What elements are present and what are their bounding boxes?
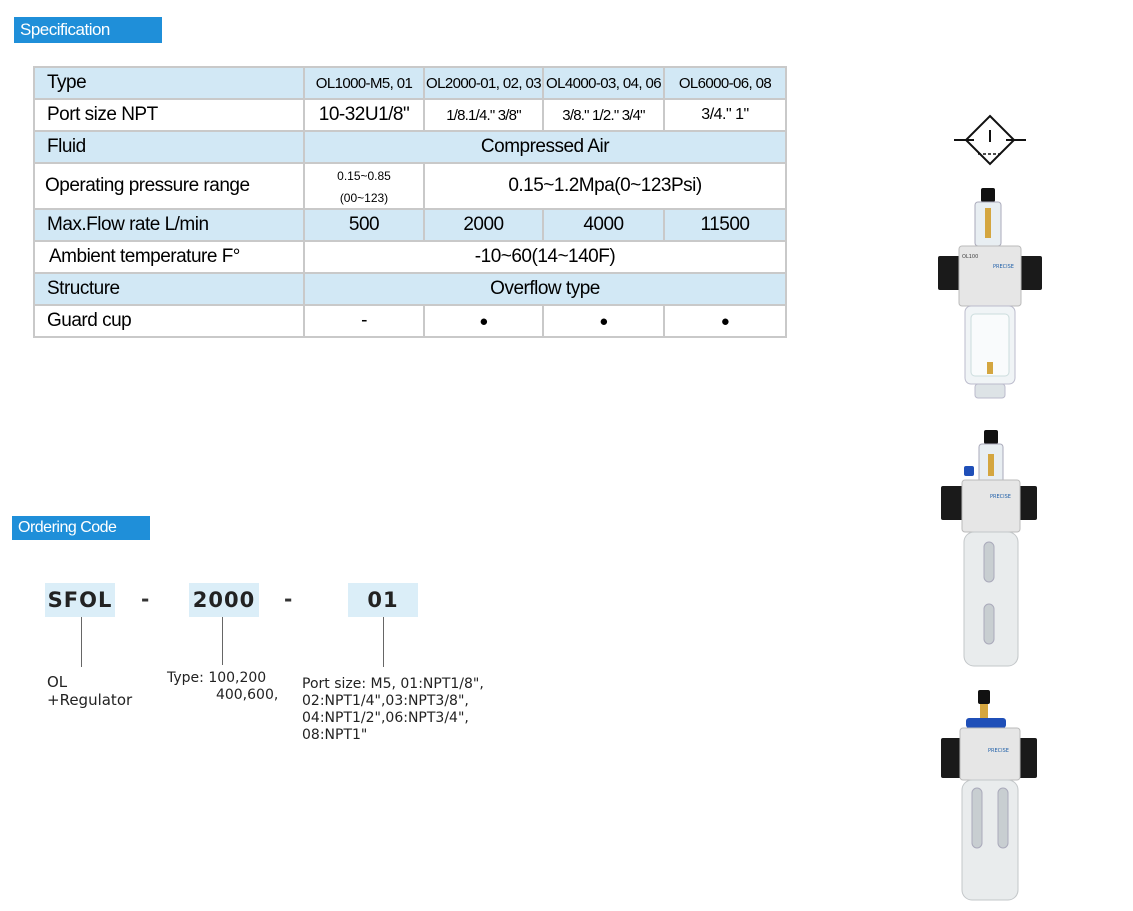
table-row [34, 241, 786, 273]
table-cell: 11500 [664, 209, 786, 241]
table-cell: OL2000-01, 02, 03 [424, 67, 543, 99]
row-label: Fluid [34, 131, 304, 163]
leader-line [383, 617, 384, 667]
ordering-code-heading: Ordering Code [12, 516, 150, 540]
table-cell: Overflow type [304, 273, 786, 305]
table-cell: Compressed Air [304, 131, 786, 163]
row-label: Ambient temperature F° [34, 241, 304, 273]
svg-text:PRECISE: PRECISE [993, 264, 1014, 270]
table-cell: 3/8." 1/2." 3/4" [543, 99, 664, 131]
table-cell: 2000 [424, 209, 543, 241]
table-row [34, 163, 786, 209]
lubricator-symbol-icon [950, 108, 1030, 178]
series-description: OL +Regulator [47, 673, 133, 709]
table-row [34, 99, 786, 131]
row-label: Operating pressure range [34, 163, 304, 209]
table-row [34, 209, 786, 241]
port-code: 01 [348, 583, 418, 617]
separator-dash: - [284, 587, 293, 611]
leader-line [81, 617, 82, 667]
table-cell: 1/8.1/4." 3/8" [424, 99, 543, 131]
table-cell: ● [543, 305, 664, 337]
table-cell: ● [664, 305, 786, 337]
row-label: Max.Flow rate L/min [34, 209, 304, 241]
svg-text:OL100: OL100 [962, 254, 979, 260]
table-row [34, 131, 786, 163]
type-description: Type: 100,200 400,600, [167, 670, 279, 703]
type-code: 2000 [189, 583, 259, 617]
row-label: Port size NPT [34, 99, 304, 131]
table-cell: -10~60(14~140F) [304, 241, 786, 273]
table-row [34, 305, 786, 337]
pressure-small-value: 0.15~0.85 [337, 169, 391, 183]
specification-heading: Specification [14, 17, 162, 43]
table-row [34, 67, 786, 99]
table-cell: OL6000-06, 08 [664, 67, 786, 99]
lubricator-ol1000-image [935, 186, 1045, 404]
table-cell: 3/4." 1" [664, 99, 786, 131]
table-cell [304, 163, 424, 209]
table-cell: 0.15~1.2Mpa(0~123Psi) [424, 163, 786, 209]
table-cell: 10-32U1/8" [304, 99, 424, 131]
specification-table [33, 66, 787, 338]
lubricator-ol2000-image [938, 428, 1040, 668]
row-label: Structure [34, 273, 304, 305]
series-code: SFOL [45, 583, 115, 617]
pressure-small-sub: (00~123) [339, 191, 389, 205]
table-cell: OL1000-M5, 01 [304, 67, 424, 99]
lubricator-ol4000-image [938, 688, 1040, 904]
table-cell: 4000 [543, 209, 664, 241]
svg-text:PRECISE: PRECISE [988, 748, 1009, 754]
separator-dash: - [141, 587, 150, 611]
table-row [34, 273, 786, 305]
row-label: Guard cup [34, 305, 304, 337]
leader-line [222, 617, 223, 665]
table-cell: 500 [304, 209, 424, 241]
table-cell: OL4000-03, 04, 06 [543, 67, 664, 99]
table-cell: - [304, 305, 424, 337]
svg-text:PRECISE: PRECISE [990, 494, 1011, 500]
row-label: Type [34, 67, 304, 99]
table-cell: ● [424, 305, 543, 337]
port-description: Port size: M5, 01:NPT1/8", 02:NPT1/4",03:NPT3/8", 04:NPT1/2",06:NPT3/4", 08:NPT1" [302, 676, 484, 743]
